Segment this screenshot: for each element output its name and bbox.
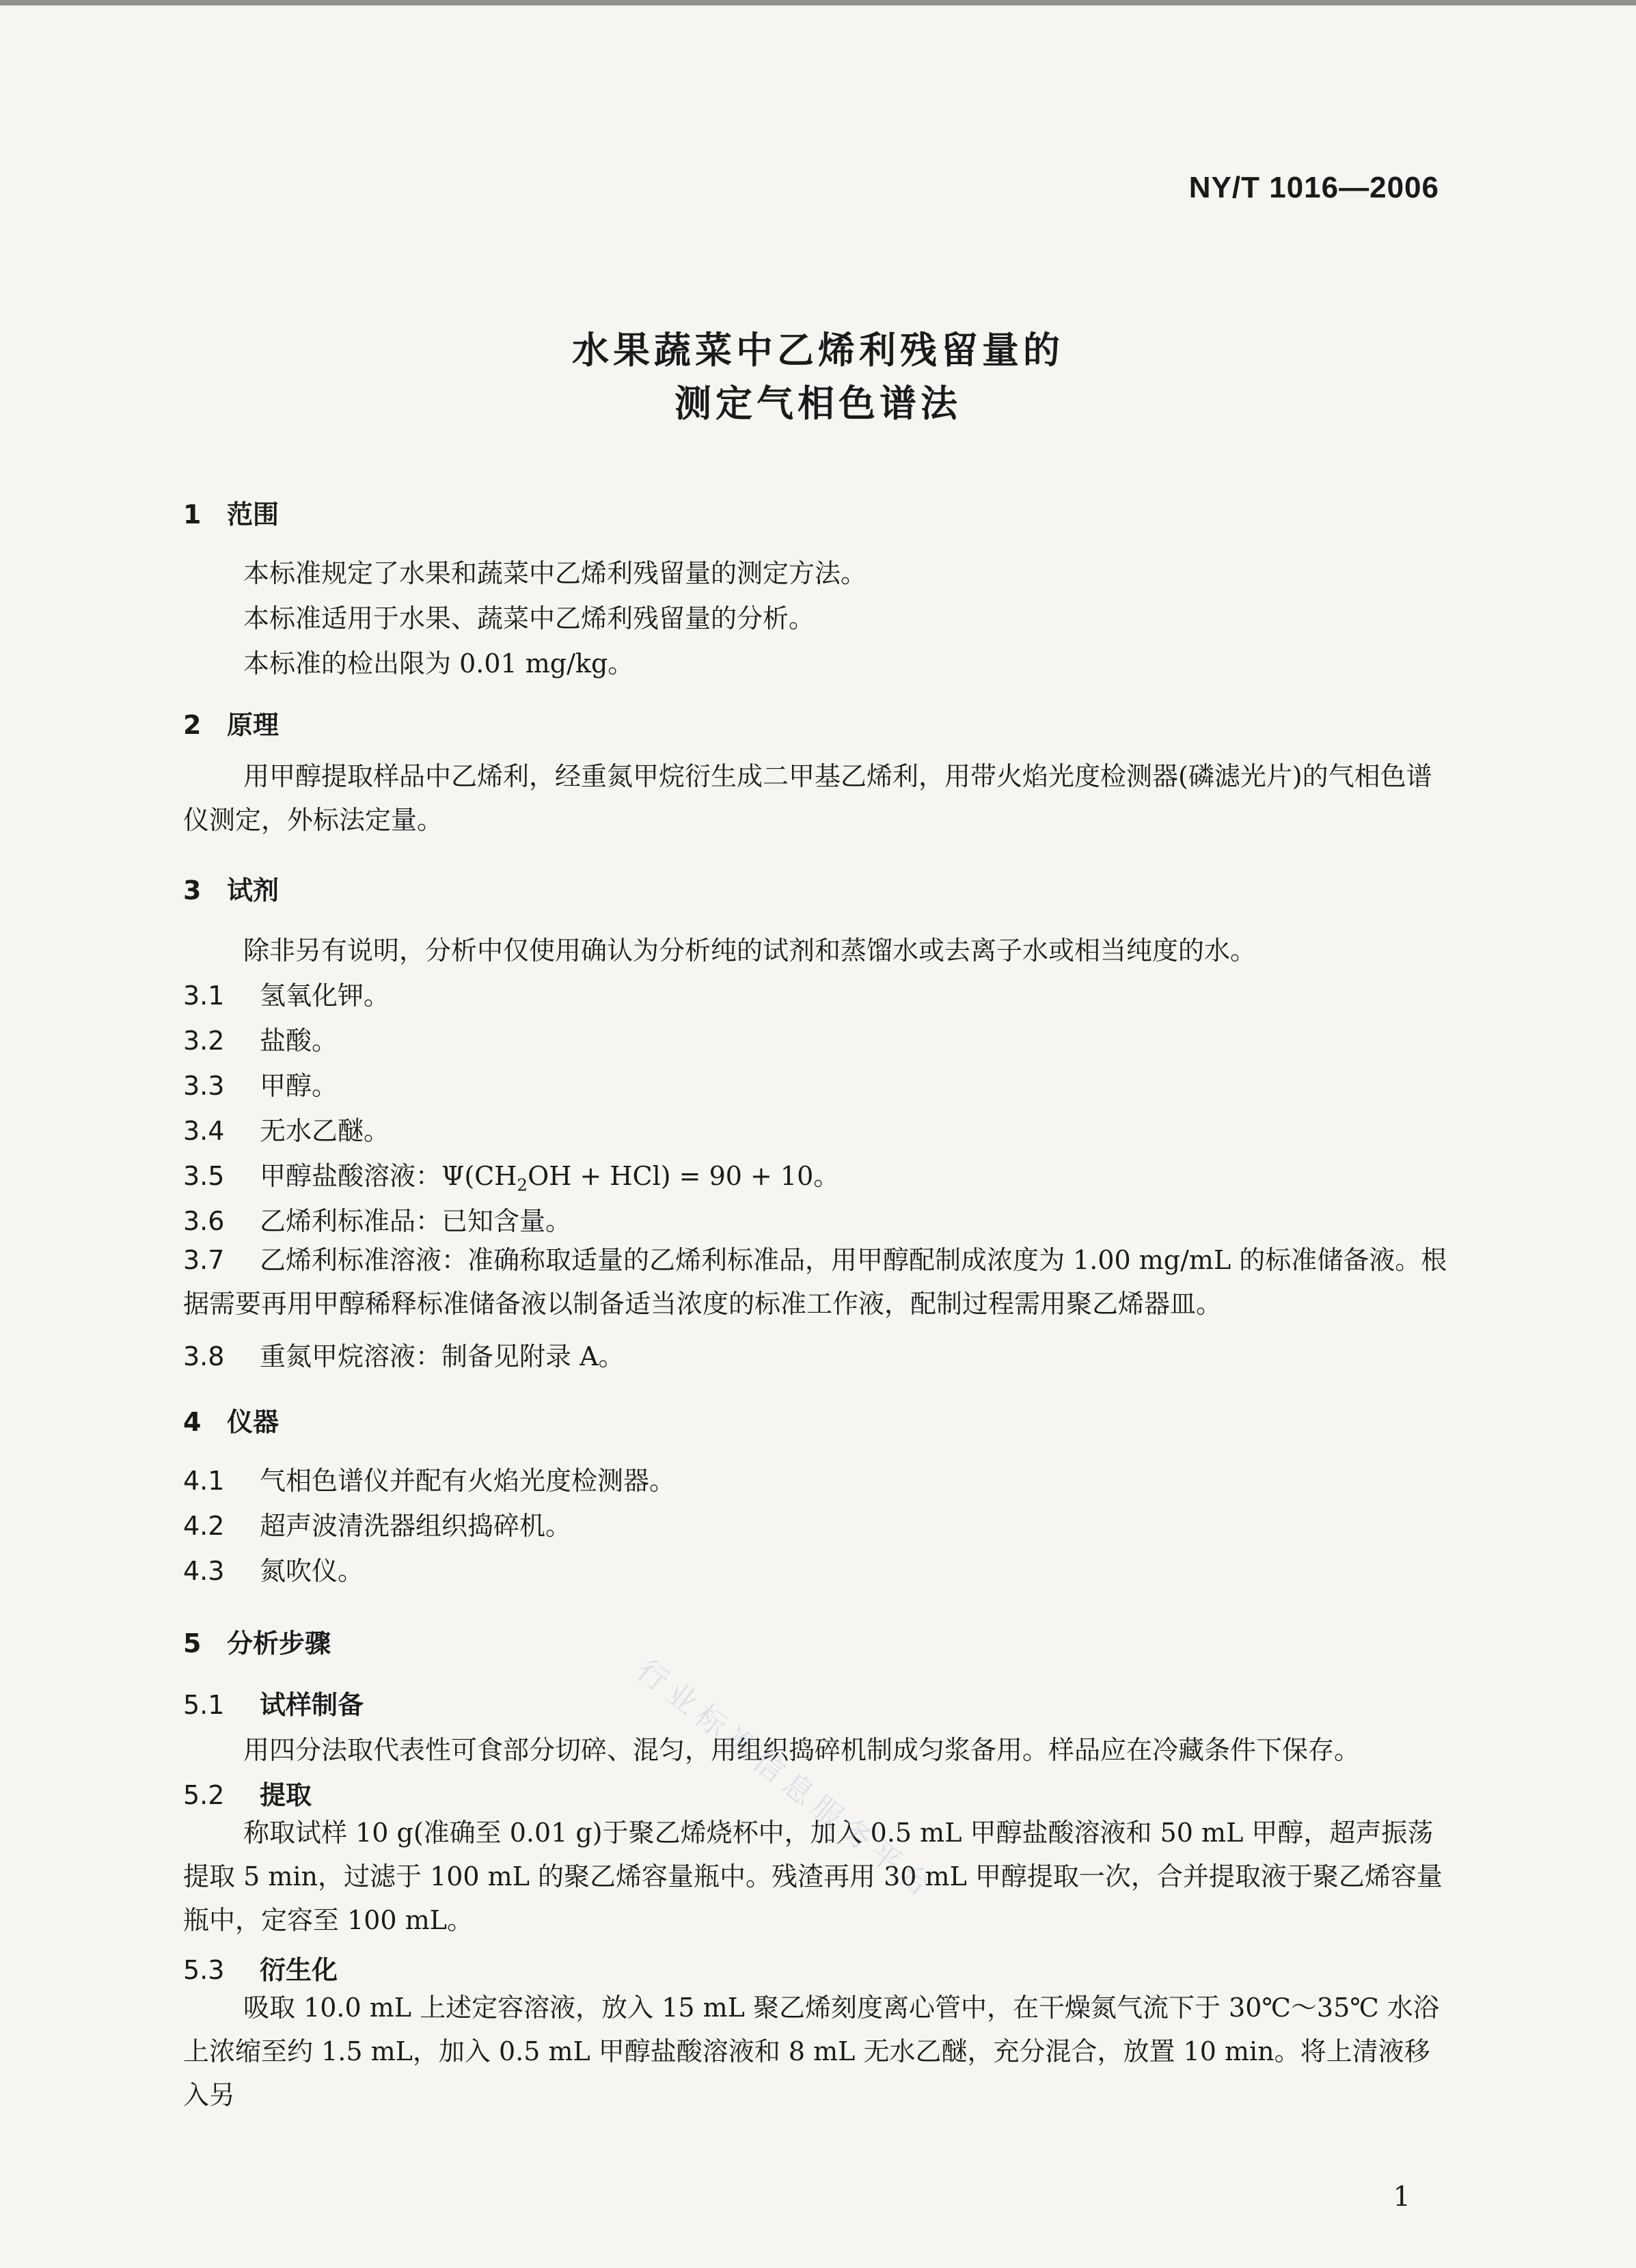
list-item	[183, 1020, 338, 1057]
item-text: 乙烯利标准溶液：准确称取适量的乙烯利标准品，用甲醇配制成浓度为 1.00 mg/mL 的标准储备液。根据需要再用甲醇稀释标准储备液以制备适当浓度的标准工作液，配制过程需用聚乙烯器皿。	[183, 1245, 1447, 1319]
section-1-heading	[183, 493, 279, 531]
item-number: 3.3	[183, 1071, 225, 1101]
item-text: 盐酸。	[260, 1026, 338, 1056]
section-2-heading	[183, 704, 279, 741]
s5-3-paragraph: 吸取 10.0 mL 上述定容溶液，放入 15 mL 聚乙烯刻度离心管中，在干燥氮气流下于 30℃～35℃ 水浴上浓缩至约 1.5 mL，加入 0.5 mL 甲醇盐酸溶液和 8 mL 无水乙醚，充分混合，放置 10 min。将上清液移入另	[183, 1993, 1439, 2110]
subsection-5-3-heading	[183, 1949, 338, 1986]
section-title: 范围	[227, 500, 280, 530]
item-text: 无水乙醚。	[260, 1116, 390, 1146]
subsection-number: 5.3	[183, 1955, 225, 1985]
subsection-number: 5.1	[183, 1690, 225, 1720]
subsection-number: 5.2	[183, 1780, 225, 1810]
list-item	[183, 1550, 364, 1587]
section-number: 3	[183, 875, 202, 905]
title-line-1: 水果蔬菜中乙烯利残留量的	[572, 329, 1064, 372]
item-text: 重氮甲烷溶液：制备见附录 A。	[260, 1341, 625, 1371]
item-text: OH + HCl) = 90 + 10。	[528, 1161, 840, 1191]
item-number: 3.1	[183, 981, 225, 1011]
s2-paragraph: 用甲醇提取样品中乙烯利，经重氮甲烷衍生成二甲基乙烯利，用带火焰光度检测器(磷滤光片)的气相色谱仪测定，外标法定量。	[183, 761, 1432, 835]
standard-number: NY/T 1016—2006	[1188, 171, 1439, 204]
section-5-heading	[183, 1622, 331, 1660]
section-number: 2	[183, 710, 202, 740]
page-number: 1	[1393, 2181, 1410, 2213]
item-number: 3.8	[183, 1341, 225, 1371]
s5-1-paragraph: 用四分法取代表性可食部分切碎、混匀，用组织捣碎机制成匀浆备用。样品应在冷藏条件下保存。	[243, 1735, 1361, 1765]
section-4-heading	[183, 1401, 279, 1438]
subscript: 2	[517, 1175, 528, 1195]
section-number: 5	[183, 1628, 202, 1658]
item-text: 氢氧化钾。	[260, 981, 390, 1011]
s1-paragraph-3: 本标准的检出限为 0.01 mg/kg。	[243, 648, 634, 679]
list-item	[183, 1065, 338, 1102]
list-item	[183, 1110, 390, 1147]
subsection-5-1-heading	[183, 1684, 364, 1721]
watermark: 行业标准信息服务平台	[629, 1652, 942, 1908]
s3-intro: 除非另有说明，分析中仅使用确认为分析纯的试剂和蒸馏水或去离子水或相当纯度的水。	[243, 935, 1257, 966]
title-line-2: 测定气相色谱法	[674, 382, 962, 425]
section-number: 4	[183, 1407, 202, 1437]
section-title: 分析步骤	[227, 1628, 331, 1658]
subsection-title: 衍生化	[260, 1955, 338, 1985]
item-number: 3.5	[183, 1161, 225, 1191]
list-item	[183, 1335, 625, 1373]
subsection-title: 试样制备	[260, 1690, 364, 1720]
item-text: 甲醇。	[260, 1071, 338, 1101]
item-number: 4.2	[183, 1511, 225, 1541]
section-title: 仪器	[227, 1407, 280, 1437]
list-item	[183, 1505, 571, 1542]
s5-2-paragraph: 称取试样 10 g(准确至 0.01 g)于聚乙烯烧杯中，加入 0.5 mL 甲醇盐酸溶液和 50 mL 甲醇，超声振荡提取 5 min，过滤于 100 mL 的聚乙烯容量瓶中。残渣再用 30 mL 甲醇提取一次，合并提取液于聚乙烯容量瓶中，定容至 100 mL。	[183, 1818, 1443, 1935]
section-number: 1	[183, 500, 202, 530]
s1-paragraph-1: 本标准规定了水果和蔬菜中乙烯利残留量的测定方法。	[243, 558, 867, 588]
item-number: 3.6	[183, 1206, 225, 1236]
list-item	[183, 1460, 675, 1497]
item-number: 4.1	[183, 1466, 225, 1496]
section-3-heading	[183, 869, 279, 907]
section-title: 试剂	[227, 875, 280, 905]
item-number: 3.4	[183, 1116, 225, 1146]
item-text: 甲醇盐酸溶液：Ψ(CH	[260, 1161, 517, 1191]
item-text: 乙烯利标准品：已知含量。	[260, 1206, 572, 1236]
item-number: 3.2	[183, 1026, 225, 1056]
item-text: 气相色谱仪并配有火焰光度检测器。	[260, 1466, 676, 1496]
item-text: 氮吹仪。	[260, 1556, 364, 1586]
scan-edge	[0, 0, 1636, 5]
subsection-title: 提取	[260, 1780, 312, 1810]
list-item	[183, 1155, 839, 1195]
subsection-5-2-heading	[183, 1774, 312, 1812]
list-item	[183, 1200, 571, 1238]
s1-paragraph-2: 本标准适用于水果、蔬菜中乙烯利残留量的分析。	[243, 603, 815, 633]
item-text: 超声波清洗器组织捣碎机。	[260, 1511, 572, 1541]
list-item	[183, 974, 390, 1012]
item-number: 3.7	[183, 1245, 225, 1275]
list-item	[183, 1238, 1454, 1326]
section-title: 原理	[227, 710, 280, 740]
item-number: 4.3	[183, 1556, 225, 1586]
